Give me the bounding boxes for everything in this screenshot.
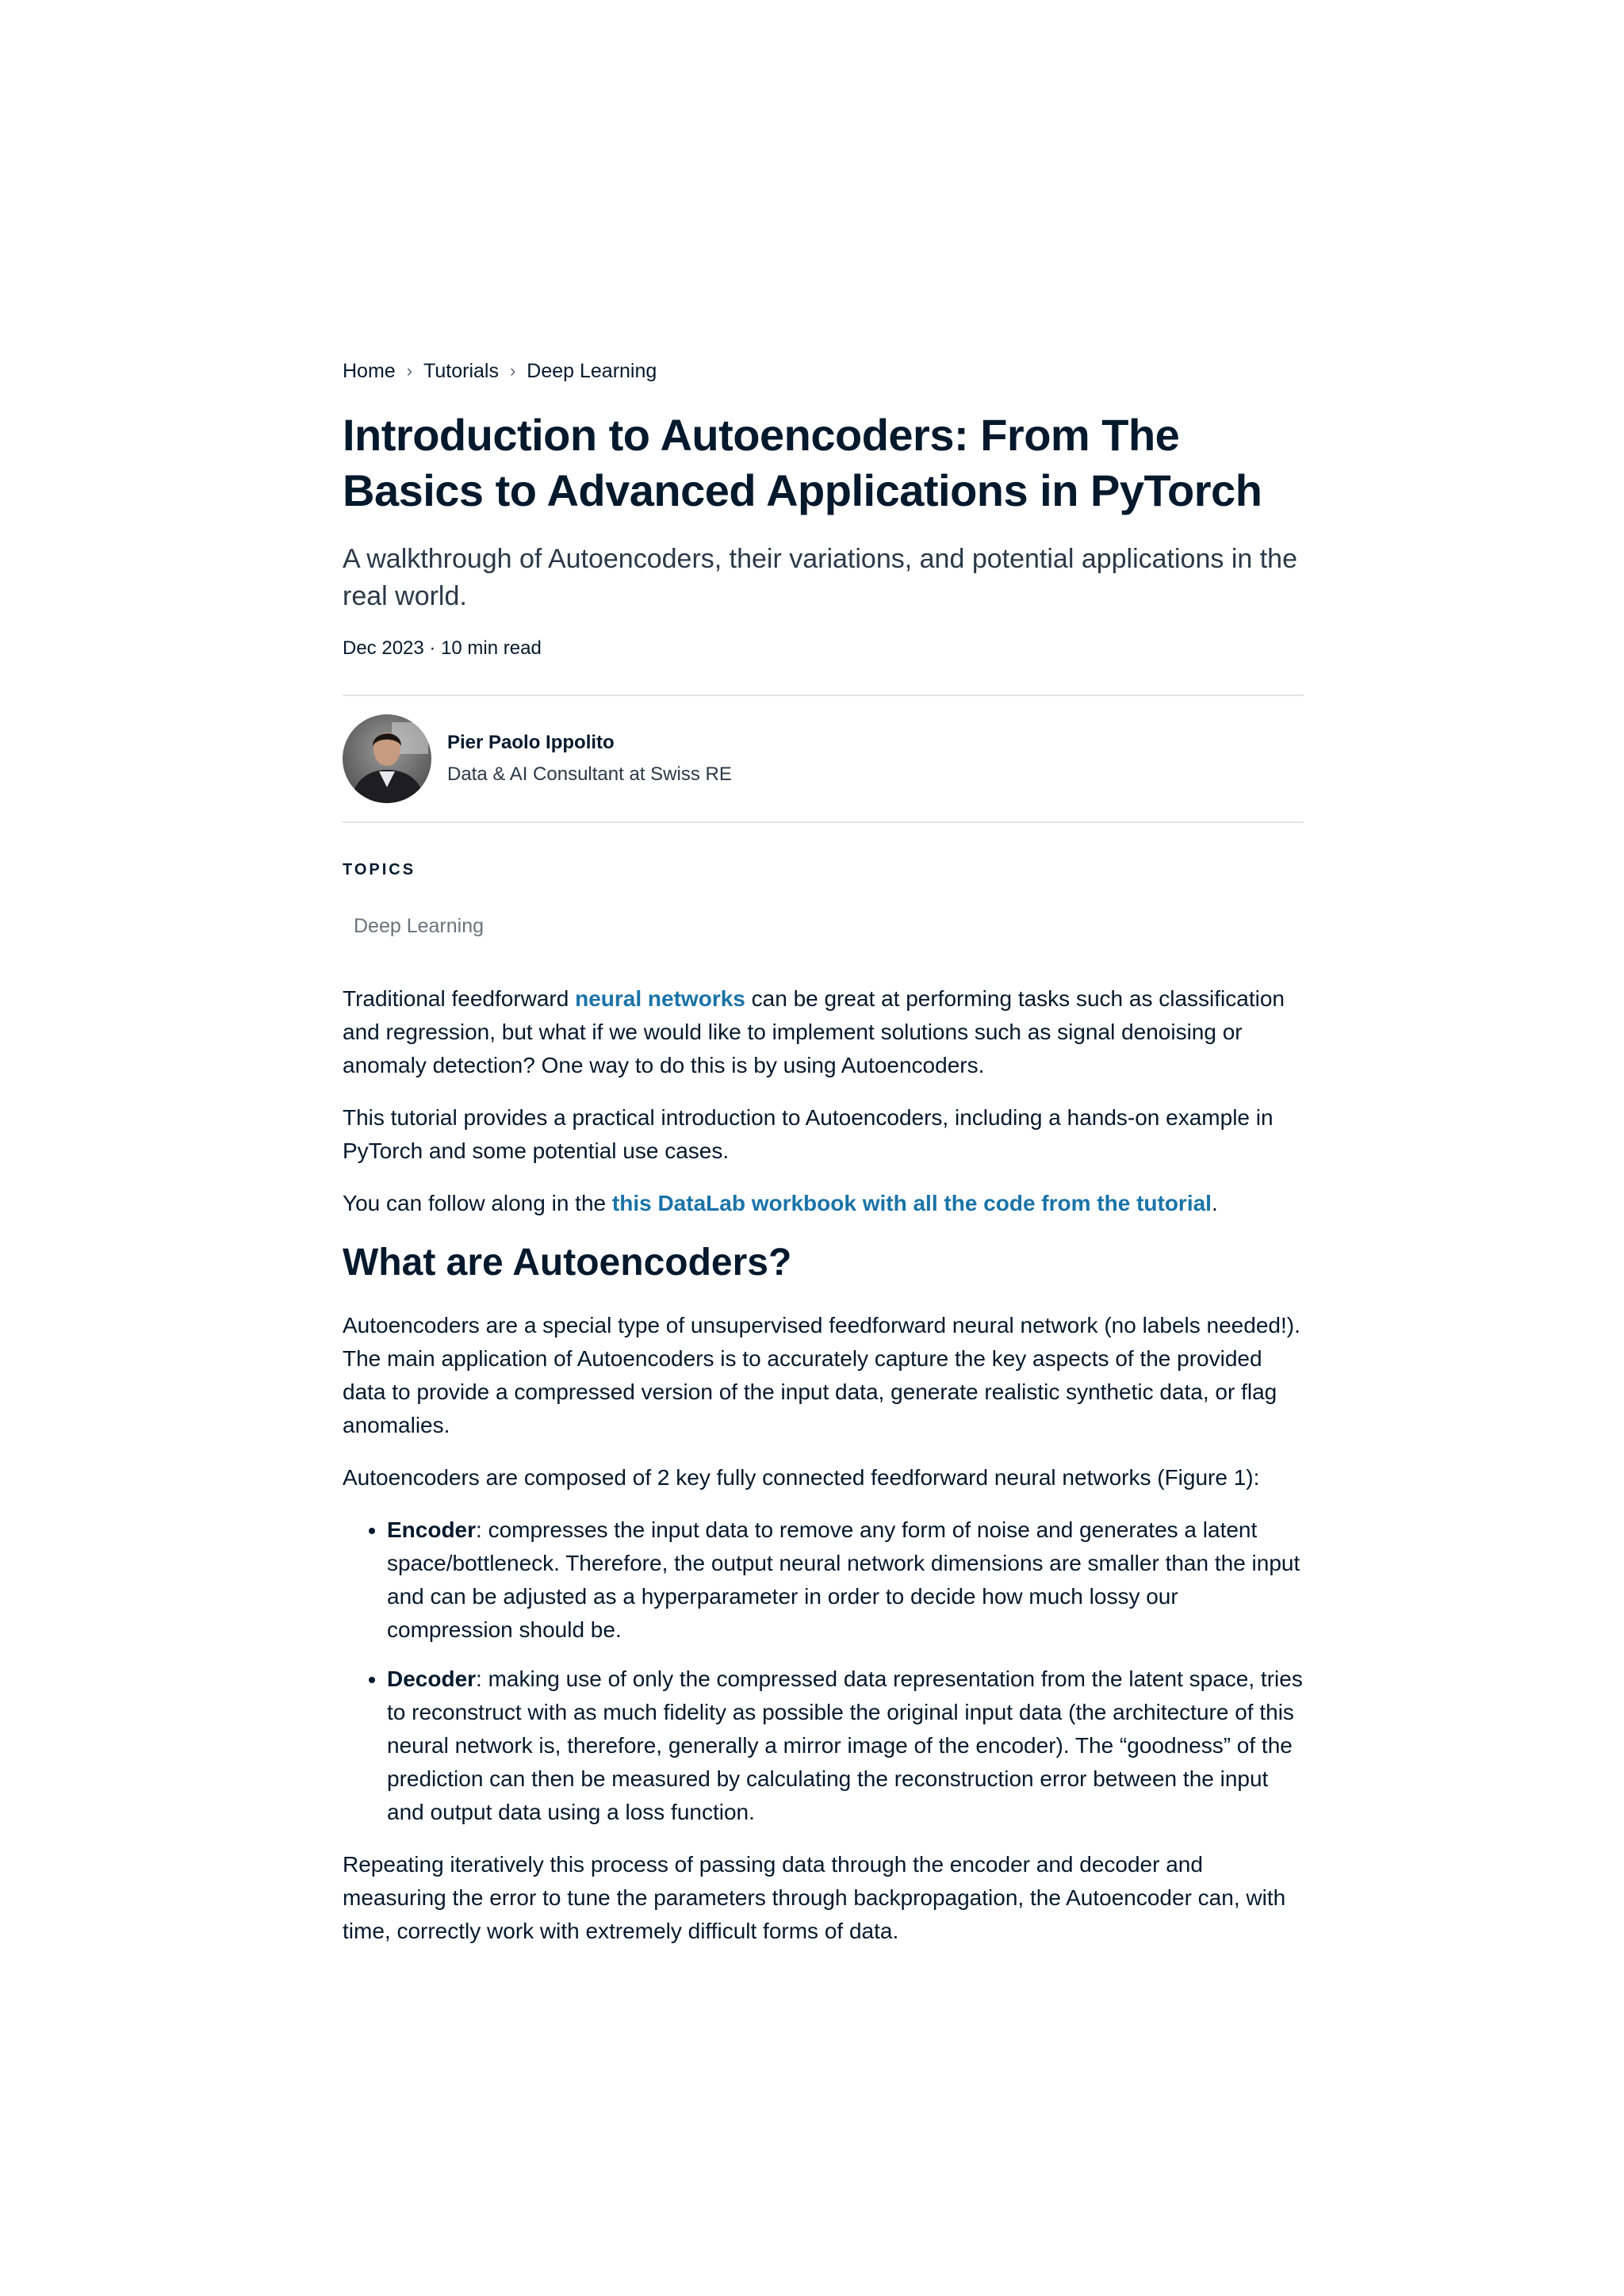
breadcrumb — [343, 355, 1304, 387]
text: can be great at performing tasks such as classification and regression, but what if we would like to implement solutions such as signal denoising or anomaly detection? One way to do this is by using Autoencoders. — [343, 986, 1285, 1077]
section-heading: What are Autoencoders? — [343, 1242, 792, 1284]
avatar[interactable] — [343, 714, 431, 803]
paragraph — [343, 982, 1304, 1082]
paragraph — [343, 1187, 1304, 1220]
chevron-right-icon: › — [509, 361, 516, 381]
author-name[interactable]: Pier Paolo Ippolito — [447, 732, 615, 753]
page-subtitle: A walkthrough of Autoencoders, their variations, and potential applications in the real world. — [343, 544, 1297, 611]
paragraph: This tutorial provides a practical introduction to Autoencoders, including a hands-on example in PyTorch and some potential use cases. — [343, 1105, 1274, 1163]
paragraph: Autoencoders are composed of 2 key fully connected feedforward neural networks (Figure 1): — [343, 1465, 1260, 1490]
article — [343, 355, 1304, 1967]
author-role: Data & AI Consultant at Swiss RE — [447, 763, 732, 785]
topic-tag-deep-learning[interactable]: Deep Learning — [354, 915, 485, 937]
article-meta: Dec 2023 · 10 min read — [343, 637, 542, 659]
breadcrumb-home[interactable]: Home — [343, 359, 396, 382]
topics-label: TOPICS — [343, 861, 416, 878]
breadcrumb-tutorials[interactable]: Tutorials — [423, 359, 499, 382]
paragraph: Autoencoders are a special type of unsupervised feedforward neural network (no labels needed!). The main application of Autoencoders is to accurately capture the key aspects of the provided data to provide a compressed version of the input data, generate realistic synthetic data, or flag anomalies. — [343, 1313, 1300, 1437]
author-info — [447, 727, 732, 790]
list-item — [387, 1513, 1304, 1647]
author-card — [343, 696, 1304, 821]
list-item-text: : compresses the input data to remove any form of noise and generates a latent space/bottleneck. Therefore, the output neural network dimensions are smaller than the input and can be adjusted as a hyperparameter in order to decide how much lossy our compression should be. — [387, 1517, 1300, 1642]
article-body — [343, 982, 1304, 1948]
list-item-text: : making use of only the compressed data representation from the latent space, tries to reconstruct with as much fidelity as possible the original input data (the architecture of this neural network is, therefore, generally a mirror image of the encoder). The “goodness” of the prediction can then be measured by calculating the reconstruction error between the input and output data using a loss function. — [387, 1667, 1303, 1824]
paragraph: Repeating iteratively this process of passing data through the encoder and decoder and measuring the error to tune the parameters through backpropagation, the Autoencoder can, with time, correctly work with extremely difficult forms of data. — [343, 1852, 1286, 1943]
list-item-term: Decoder — [387, 1667, 477, 1691]
chevron-right-icon: › — [406, 361, 413, 381]
breadcrumb-deep-learning[interactable]: Deep Learning — [527, 359, 657, 382]
page-title: Introduction to Autoencoders: From The Basics to Advanced Applications in PyTorch — [343, 410, 1262, 515]
link-neural-networks[interactable]: neural networks — [575, 986, 745, 1011]
author-photo-icon — [343, 714, 431, 803]
bullet-list — [343, 1513, 1304, 1829]
text: . — [1211, 1191, 1218, 1215]
link-datalab-workbook[interactable]: this DataLab workbook with all the code from the tutorial — [611, 1191, 1212, 1215]
divider — [343, 821, 1304, 823]
text: Traditional feedforward — [343, 986, 576, 1011]
list-item-term: Encoder — [387, 1517, 477, 1542]
list-item — [387, 1663, 1304, 1829]
text: You can follow along in the — [343, 1191, 612, 1215]
